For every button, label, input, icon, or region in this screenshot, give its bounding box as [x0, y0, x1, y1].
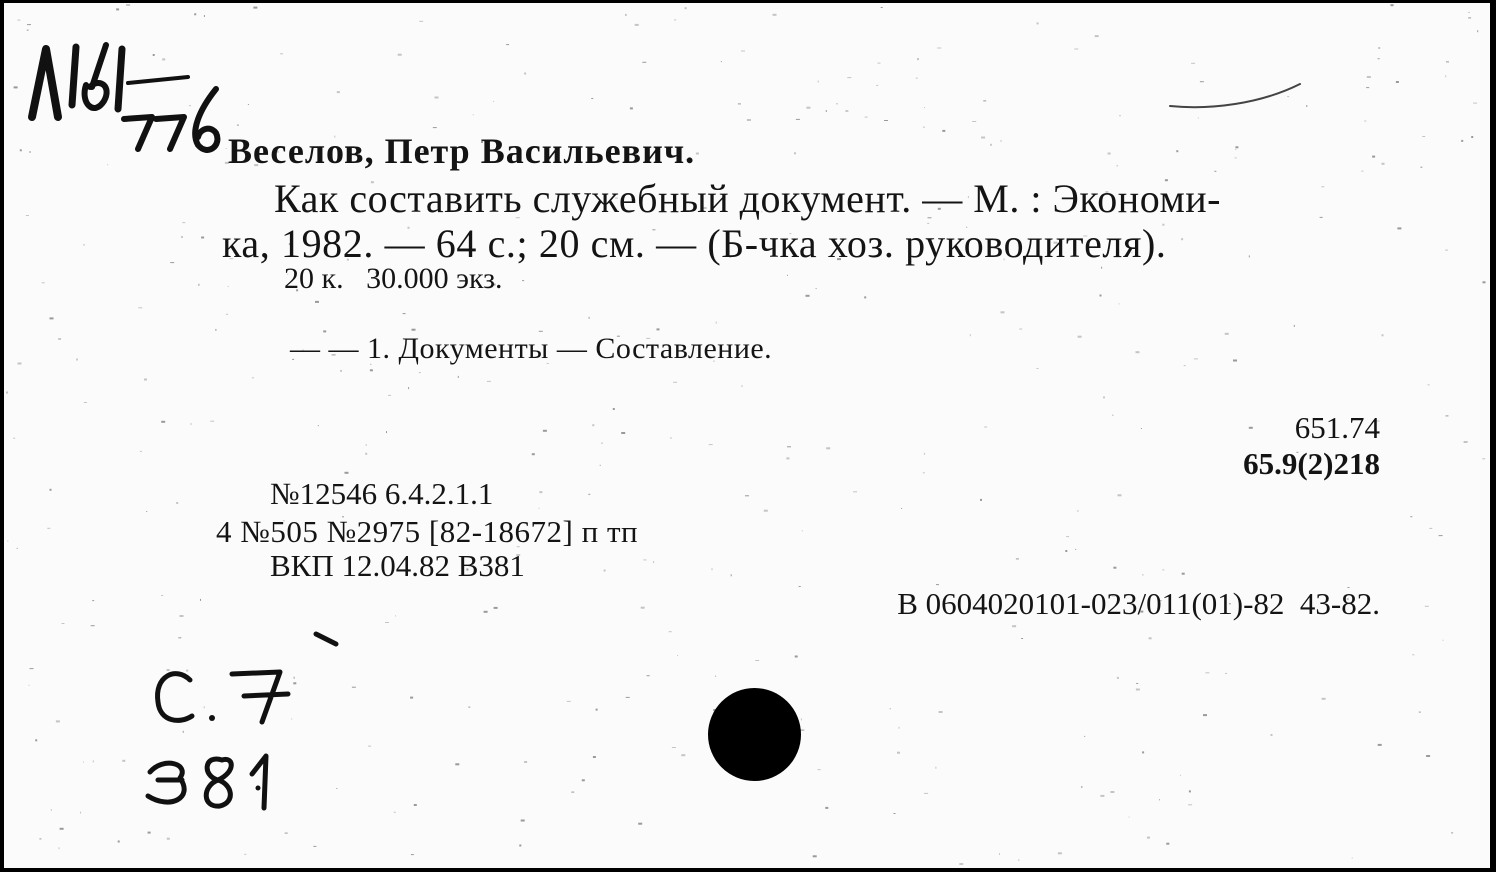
ink-dash [312, 630, 342, 650]
record-line-1: №12546 6.4.2.1.1 [270, 476, 494, 511]
author-heading: Веселов, Петр Васильевич. [228, 131, 696, 171]
udc-index: 651.74 [1294, 410, 1380, 445]
price-and-print-run: 20 к. 30.000 экз. [284, 262, 503, 295]
pencil-stroke [1150, 70, 1330, 120]
record-line-3: ВКП 12.04.82 В381 [270, 548, 525, 583]
handwritten-call-number [20, 25, 230, 165]
handwritten-shelf-mark [140, 660, 310, 820]
title-line-2: ка, 1982. — 64 с.; 20 см. — (Б-чка хоз. руководителя). [222, 221, 1167, 266]
title-line-1: Как составить служебный документ. — М. : Экономи- [274, 176, 1221, 221]
record-line-2: 4 №505 №2975 [82-18672] п тп [216, 514, 639, 549]
isbn-code-line: В 0604020101-023/011(01)-82 43-82. [897, 586, 1380, 621]
punch-hole [708, 688, 801, 781]
subject-heading: — — 1. Документы — Составление. [290, 332, 773, 365]
bbk-index: 65.9(2)218 [1243, 446, 1380, 481]
